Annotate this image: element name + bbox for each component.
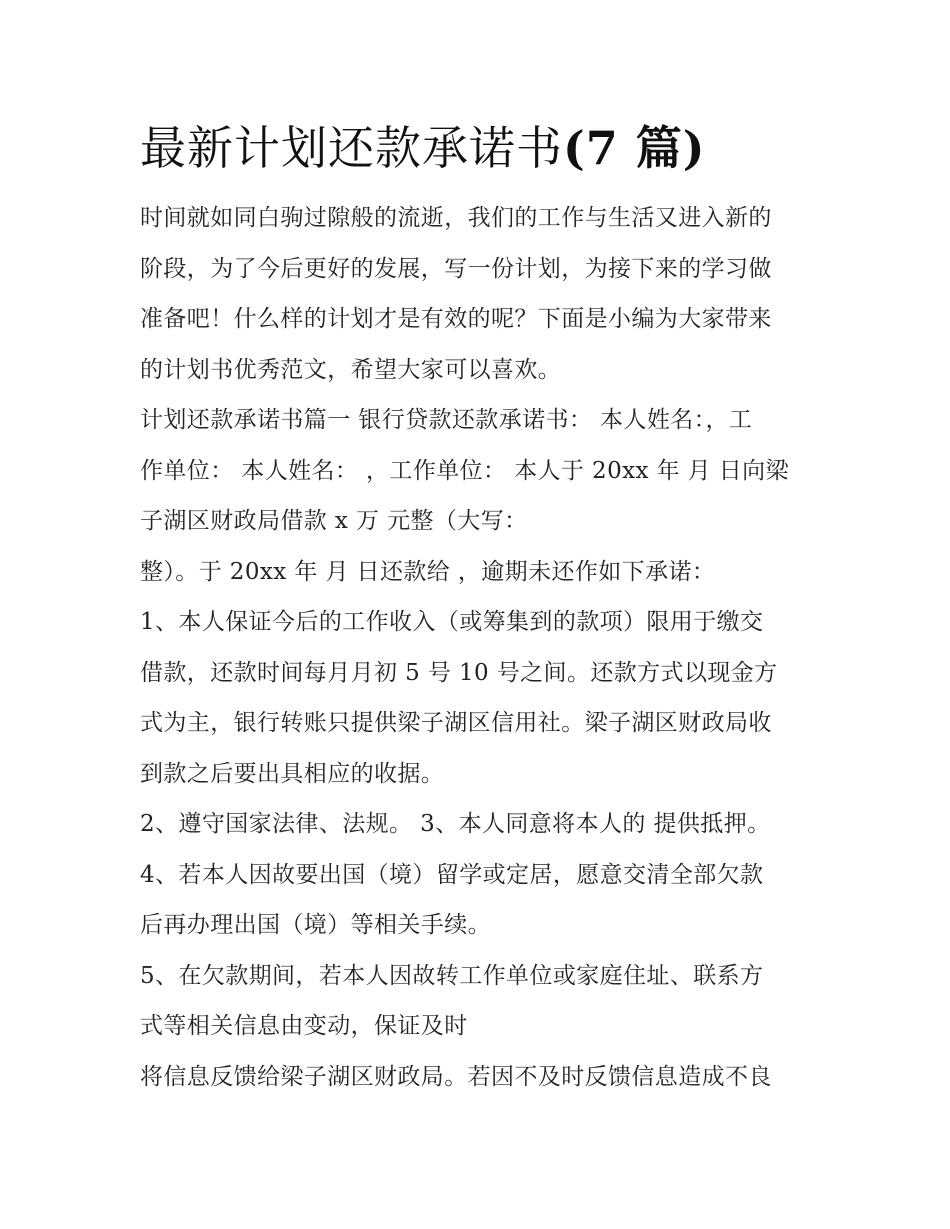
text-line: 1、本人保证今后的工作收入（或筹集到的款项）限用于缴交 [140,609,764,635]
article-1-header-paragraph [140,395,820,547]
text-line: 准备吧！什么样的计划才是有效的呢？下面是小编为大家带来 [140,306,772,332]
text-line: 式为主，银行转账只提供梁子湖区信用社。梁子湖区财政局收 [140,710,772,736]
text-line: 4、若本人因故要出国（境）留学或定居，愿意交清全部欠款 [140,861,764,888]
item-4-paragraph [140,850,820,951]
document-page [140,112,820,1102]
intro-paragraph [140,193,820,395]
text-line: 时间就如同白驹过隙般的流逝，我们的工作与生活又进入新的 [140,205,772,231]
text-line: 的计划书优秀范文，希望大家可以喜欢。 [140,356,562,383]
item-2-3-paragraph [140,799,820,850]
text-line: 计划还款承诺书篇一 银行贷款还款承诺书： 本人姓名：，工 [140,407,753,433]
text-line: 子湖区财政局借款 x 万 元整（大写： [140,508,528,534]
text-line: 式等相关信息由变动，保证及时 [140,1013,468,1039]
text-line: 阶段，为了今后更好的发展，写一份计划，为接下来的学习做 [140,255,772,282]
text-line: 到款之后要出具相应的收据。 [140,760,445,787]
text-line: 借款，还款时间每月月初 5 号 10 号之间。还款方式以现金方 [140,659,778,686]
title-suffix: (7 篇) [563,121,706,175]
text-line: 后再办理出国（境）等相关手续。 [140,912,491,938]
text-line: 2、遵守国家法律、法规。 3、本人同意将本人的 提供抵押。 [140,811,771,837]
text-line: 将信息反馈给梁子湖区财政局。若因不及时反馈信息造成不良 [140,1063,772,1090]
text-line: 5、在欠款期间，若本人因故转工作单位或家庭住址、联系方 [140,962,764,989]
item-5-continued-paragraph [140,1052,820,1103]
text-line: 整）。于 20xx 年 月 日还款给 ，逾期未还作如下承诺： [140,558,716,585]
article-1-promise-paragraph [140,547,820,598]
document-title [140,112,820,184]
item-1-paragraph [140,597,820,799]
title-main: 最新计划还款承诺书 [140,121,563,175]
item-5-paragraph [140,951,820,1052]
text-line: 作单位： 本人姓名： ，工作单位： 本人于 20xx 年 月 日向梁 [140,457,789,484]
